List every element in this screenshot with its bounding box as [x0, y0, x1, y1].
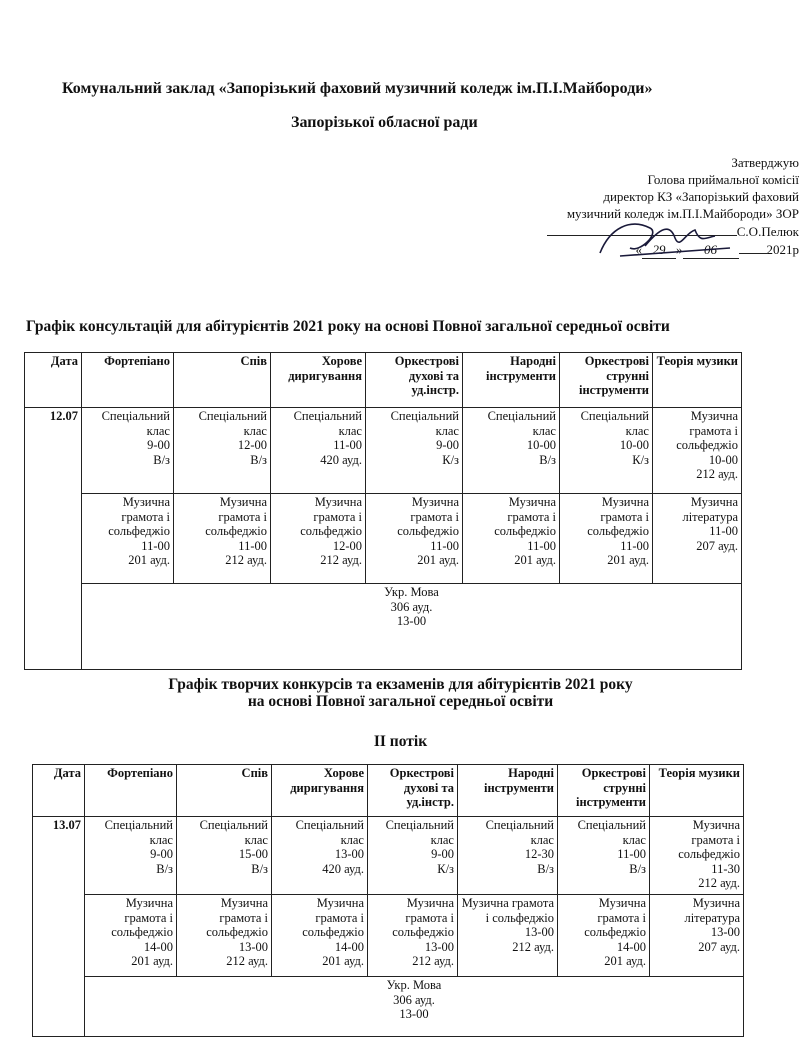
col-header: Оркестрові духові та уд.інстр.: [366, 353, 463, 408]
date-cell: 13.07: [33, 817, 85, 1037]
institution-subtitle: Запорізької обласної ради: [291, 114, 478, 131]
col-header: Оркестрові духові та уд.інстр.: [368, 765, 458, 817]
table-cell: Музична література 13-00 207 ауд.: [650, 895, 744, 977]
table-cell: Музична грамота і сольфеджіо 11-00 201 ауд.: [560, 494, 653, 584]
table-cell: Спеціальний клас 12-00 В/з: [174, 408, 271, 494]
col-header: Фортепіано: [85, 765, 177, 817]
table-cell: Музична грамота і сольфеджіо 11-00 212 ауд.: [174, 494, 271, 584]
exams-table: [32, 764, 744, 1037]
stream-label: ІІ потік: [373, 733, 428, 750]
table-row: [33, 977, 744, 1037]
col-header: Дата: [33, 765, 85, 817]
table-cell: Музична грамота і сольфеджіо 14-00 201 ауд.: [272, 895, 368, 977]
table-cell: Музична грамота і сольфеджіо 11-00 201 ауд.: [366, 494, 463, 584]
table-row: [33, 817, 744, 895]
col-header: Народні інструменти: [463, 353, 560, 408]
table-cell: Музична грамота і сольфеджіо 14-00 201 ауд.: [558, 895, 650, 977]
table-header-row: [25, 353, 742, 408]
table-row: [33, 895, 744, 977]
col-header: Спів: [177, 765, 272, 817]
table-cell: Спеціальний клас 9-00 К/з: [366, 408, 463, 494]
col-header: Дата: [25, 353, 82, 408]
table-cell: Спеціальний клас 15-00 В/з: [177, 817, 272, 895]
consultations-table: [24, 352, 742, 670]
col-header: Хорове диригування: [271, 353, 366, 408]
institution-name: Комунальний заклад «Запорізький фаховий музичний коледж ім.П.І.Майбороди»: [62, 80, 653, 97]
exams-title: Графік творчих конкурсів та екзаменів для абітурієнтів 2021 року: [168, 676, 633, 693]
table-cell: Спеціальний клас 12-30 В/з: [458, 817, 558, 895]
exams-subtitle: на основі Повної загальної середньої освіти: [247, 693, 554, 710]
table-cell: Музична грамота і сольфеджіо 11-00 201 ауд.: [82, 494, 174, 584]
col-header: Народні інструменти: [458, 765, 558, 817]
table-header-row: [33, 765, 744, 817]
table-cell: Спеціальний клас 10-00 К/з: [560, 408, 653, 494]
col-header: Фортепіано: [82, 353, 174, 408]
table-cell: Музична грамота і сольфеджіо 12-00 212 ауд.: [271, 494, 366, 584]
table-cell: Музична грамота і сольфеджіо 13-00 212 ауд.: [177, 895, 272, 977]
col-header: Оркестрові струнні інструменти: [558, 765, 650, 817]
table-cell: Спеціальний клас 13-00 420 ауд.: [272, 817, 368, 895]
table-cell: Спеціальний клас 10-00 В/з: [463, 408, 560, 494]
approval-line-1: Затверджую: [731, 155, 799, 170]
table-cell: Музична грамота і сольфеджіо 13-00 212 ауд.: [368, 895, 458, 977]
approval-line-2: Голова приймальної комісії: [647, 172, 799, 187]
table-cell: Спеціальний клас 9-00 В/з: [82, 408, 174, 494]
table-cell: Музична грамота і сольфеджіо 14-00 201 ауд.: [85, 895, 177, 977]
col-header: Теорія музики: [653, 353, 742, 408]
approval-line-5: С.О.Пелюк: [547, 224, 799, 240]
col-header: Спів: [174, 353, 271, 408]
table-cell: Спеціальний клас 11-00 420 ауд.: [271, 408, 366, 494]
table-cell: Музична література 11-00 207 ауд.: [653, 494, 742, 584]
date-cell: 12.07: [25, 408, 82, 670]
table-cell: Музична грамота і сольфеджіо 10-00 212 ауд.: [653, 408, 742, 494]
table-cell: Музична грамота і сольфеджіо 13-00 212 ауд.: [458, 895, 558, 977]
col-header: Оркестрові струнні інструменти: [560, 353, 653, 408]
table-cell: Спеціальний клас 9-00 В/з: [85, 817, 177, 895]
table-cell: Спеціальний клас 11-00 В/з: [558, 817, 650, 895]
approval-line-3: директор КЗ «Запорізький фаховий: [603, 189, 799, 204]
table-row: [25, 494, 742, 584]
col-header: Хорове диригування: [272, 765, 368, 817]
language-cell: Укр. Мова 306 ауд. 13-00: [82, 584, 742, 670]
approval-line-4: музичний коледж ім.П.І.Майбороди» ЗОР: [566, 206, 799, 221]
col-header: Теорія музики: [650, 765, 744, 817]
language-cell: Укр. Мова 306 ауд. 13-00: [85, 977, 744, 1037]
consultations-title: Графік консультацій для абітурієнтів 2021 року на основі Повної загальної середньої освіти: [26, 318, 670, 335]
table-row: [25, 584, 742, 670]
signature-mark: [590, 208, 740, 270]
approval-date: « 29 » 06 2021р: [635, 242, 799, 257]
table-cell: Музична грамота і сольфеджіо 11-30 212 ауд.: [650, 817, 744, 895]
table-row: [25, 408, 742, 494]
table-cell: Музична грамота і сольфеджіо 11-00 201 ауд.: [463, 494, 560, 584]
table-cell: Спеціальний клас 9-00 К/з: [368, 817, 458, 895]
